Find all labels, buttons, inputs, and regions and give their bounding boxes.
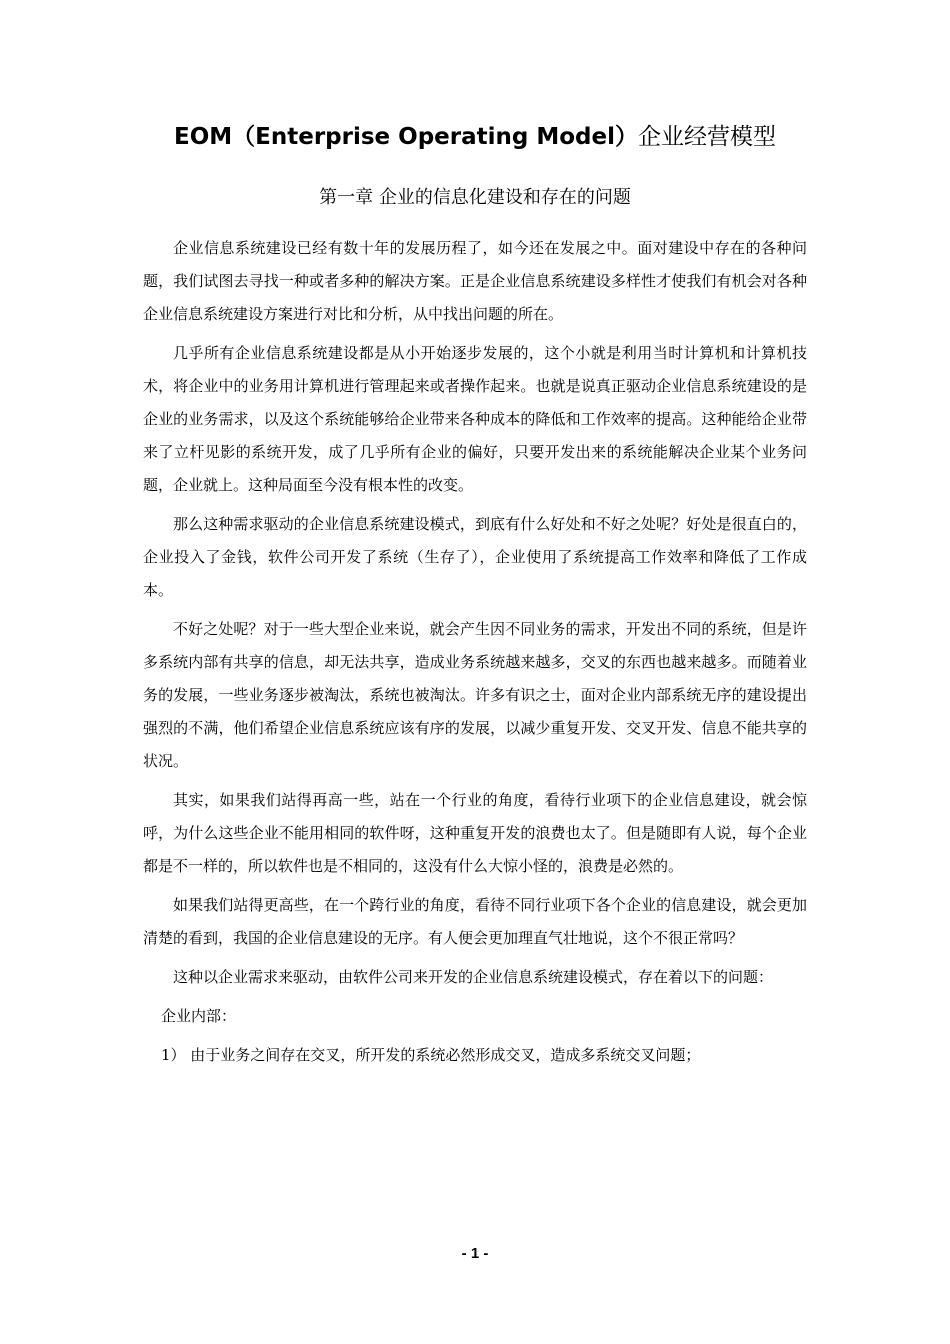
paragraph: 不好之处呢？对于一些大型企业来说，就会产生因不同业务的需求，开发出不同的系统，但是许多系统内部有共享的信息，却无法共享，造成业务系统越来越多，交叉的东西也越来越多。而随着业务的发展，一些业务逐步被淘汰，系统也被淘汰。许多有识之士，面对企业内部系统无序的建设提出强烈的不满，他们希望企业信息系统应该有序的发展，以减少重复开发、交叉开发、信息不能共享的状况。 <box>143 620 807 770</box>
paragraph: 其实，如果我们站得再高一些，站在一个行业的角度，看待行业项下的企业信息建设，就会惊呼，为什么这些企业不能用相同的软件呀，这种重复开发的浪费也太了。但是随即有人说，每个企业都是不一样的，所以软件也是不相同的，这没有什么大惊小怪的，浪费是必然的。 <box>143 791 807 875</box>
document-title-cjk: 企业经营模型 <box>638 124 776 150</box>
paragraph: 那么这种需求驱动的企业信息系统建设模式，到底有什么好处和不好之处呢？好处是很直白的，企业投入了金钱，软件公司开发了系统（生存了），企业使用了系统提高工作效率和降低了工作成本。 <box>143 515 807 599</box>
paragraph: 如果我们站得更高些，在一个跨行业的角度，看待不同行业项下各个企业的信息建设，就会更加清楚的看到，我国的企业信息建设的无序。有人便会更加理直气壮地说，这个不很正常吗？ <box>143 896 807 947</box>
page-number: - 1 - <box>461 1245 489 1262</box>
list-item: 1） 由于业务之间存在交叉，所开发的系统必然形成交叉，造成多系统交叉问题； <box>161 1046 701 1064</box>
document-title <box>0 121 950 153</box>
section-label: 企业内部： <box>161 1007 237 1025</box>
paragraph: 几乎所有企业信息系统建设都是从小开始逐步发展的，这个小就是利用当时计算机和计算机技术，将企业中的业务用计算机进行管理起来或者操作起来。也就是说真正驱动企业信息系统建设的是企业的业务需求，以及这个系统能够给企业带来各种成本的降低和工作效率的提高。这种能给企业带来了立杆见影的系统开发，成了几乎所有企业的偏好，只要开发出来的系统能解决企业某个业务问题，企业就上。这种局面至今没有根本性的改变。 <box>143 344 807 494</box>
document-title-latin: EOM（Enterprise Operating Model） <box>174 124 638 150</box>
document-body <box>143 232 807 1072</box>
chapter-heading: 第一章 企业的信息化建设和存在的问题 <box>319 187 631 208</box>
paragraph: 这种以企业需求来驱动，由软件公司来开发的企业信息系统建设模式，存在着以下的问题： <box>173 968 774 986</box>
paragraph: 企业信息系统建设已经有数十年的发展历程了，如今还在发展之中。面对建设中存在的各种问题，我们试图去寻找一种或者多种的解决方案。正是企业信息系统建设多样性才使我们有机会对各种企业信息系统建设方案进行对比和分析，从中找出问题的所在。 <box>143 239 807 323</box>
